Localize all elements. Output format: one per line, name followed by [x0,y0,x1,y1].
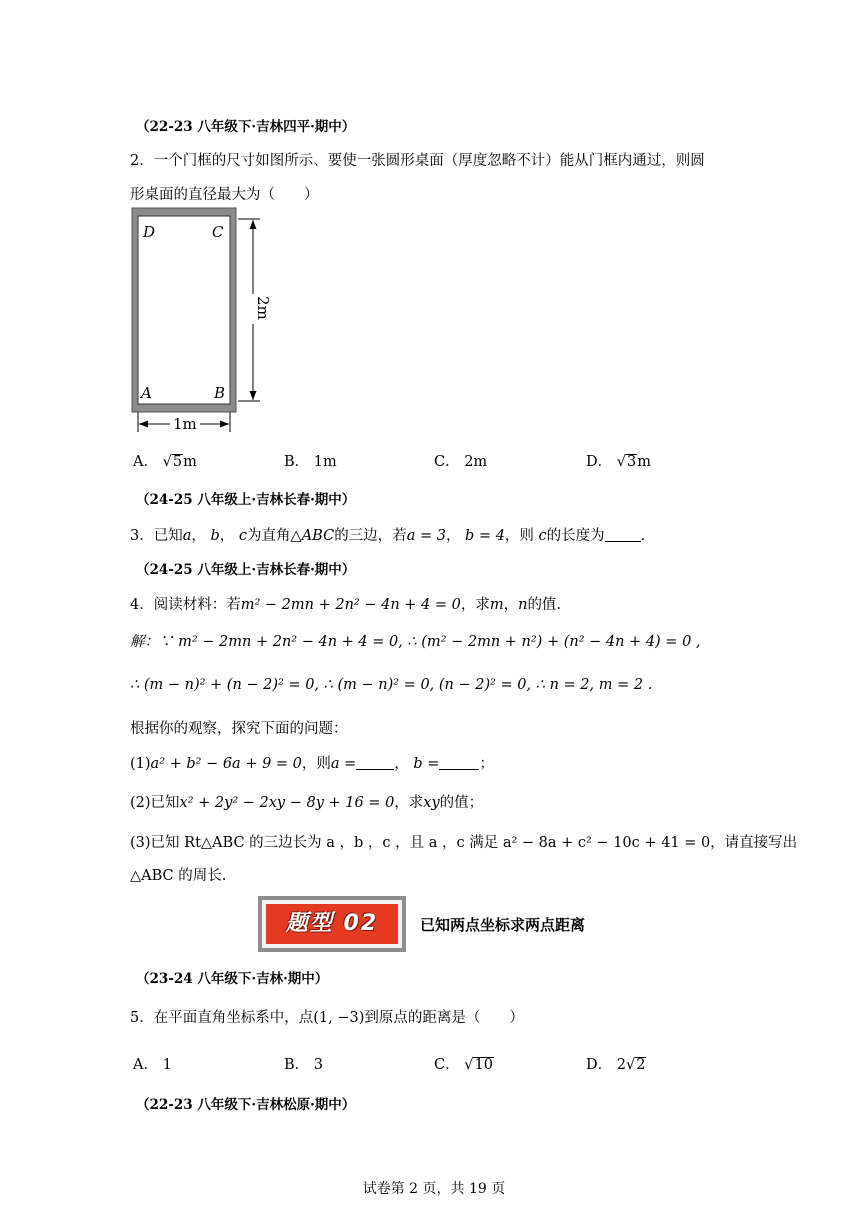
q3-line: 3．已知a， b， c为直角△ABC的三边，若a = 3， b = 4，则 c的长度为 . [130,528,646,544]
question-type-banner [258,896,406,952]
sqrt-sign: √3 [616,454,637,470]
answer-blank-b [439,757,479,770]
q5-source: （23-24 八年级下·吉林·期中） [136,971,329,987]
q2-line1: 2．一个门框的尺寸如图所示、要使一张圆形桌面（厚度忽略不计）能从门框内通过，则圆 [130,153,705,169]
q6-source: （22-23 八年级下·吉林松原·期中） [136,1097,356,1113]
sqrt-sign: √10 [464,1057,493,1073]
q5-option-d: D． 2√2 [586,1057,646,1073]
q4-part3-line2: △ABC 的周长. [130,868,227,884]
q4-part2: (2)已知x² + 2y² − 2xy − 8y + 16 = 0，求xy的值； [130,795,484,811]
label-A: A [141,384,152,402]
sqrt-sign: √2 [625,1057,646,1073]
label-C: C [212,223,224,241]
q5-option-b: B． 3 [284,1057,323,1073]
q2-line2: 形桌面的直径最大为（ ） [130,187,319,203]
label-B: B [214,384,226,402]
q2-source: （22-23 八年级下·吉林四平·期中） [136,119,356,135]
width-label: 1m [173,415,197,433]
q5-option-a: A． 1 [133,1057,172,1073]
q5-option-c: C． √10 [434,1057,493,1073]
banner-title: 已知两点坐标求两点距离 [420,916,586,934]
banner-badge: 题型 02 [266,904,398,944]
q2-option-a: A． √5m [133,454,197,470]
q2-option-c: C． 2m [434,454,488,470]
q2-option-d: D． √3m [586,454,651,470]
label-D: D [143,223,156,241]
door-frame-figure [126,204,276,436]
q4-part1: (1)a² + b² − 6a + 9 = 0，则a = ， b = ； [130,756,494,772]
q5-line: 5．在平面直角坐标系中，点(1, −3)到原点的距离是（ ） [130,1010,524,1026]
q4-solution-line2: ∴ (m − n)² + (n − 2)² = 0, ∴ (m − n)² = 0, (n − 2)² = 0, ∴ n = 2, m = 2 . [130,677,653,693]
q3-source: （24-25 八年级上·吉林长春·期中） [136,492,356,508]
q4-part3: (3)已知 Rt△ABC 的三边长为 a ，b ，c ，且 a ，c 满足 a² − 8a + c² − 10c + 41 = 0，请直接写出 [130,835,798,851]
q4-line1: 4．阅读材料：若m² − 2mn + 2n² − 4n + 4 = 0，求m，n的值. [130,597,562,613]
sqrt-sign: √5 [162,454,183,470]
q4-solution-line1: 解：∵ m² − 2mn + 2n² − 4n + 4 = 0, ∴ (m² − 2mn + n²) + (n² − 4n + 4) = 0 , [130,634,701,650]
height-label: 2m [254,296,272,320]
q4-source: （24-25 八年级上·吉林长春·期中） [136,562,356,578]
answer-blank [605,529,641,542]
q4-observe: 根据你的观察，探究下面的问题： [130,721,348,737]
answer-blank-a [356,757,394,770]
q2-option-b: B． 1m [284,454,337,470]
page-footer: 试卷第 2 页，共 19 页 [362,1181,506,1197]
